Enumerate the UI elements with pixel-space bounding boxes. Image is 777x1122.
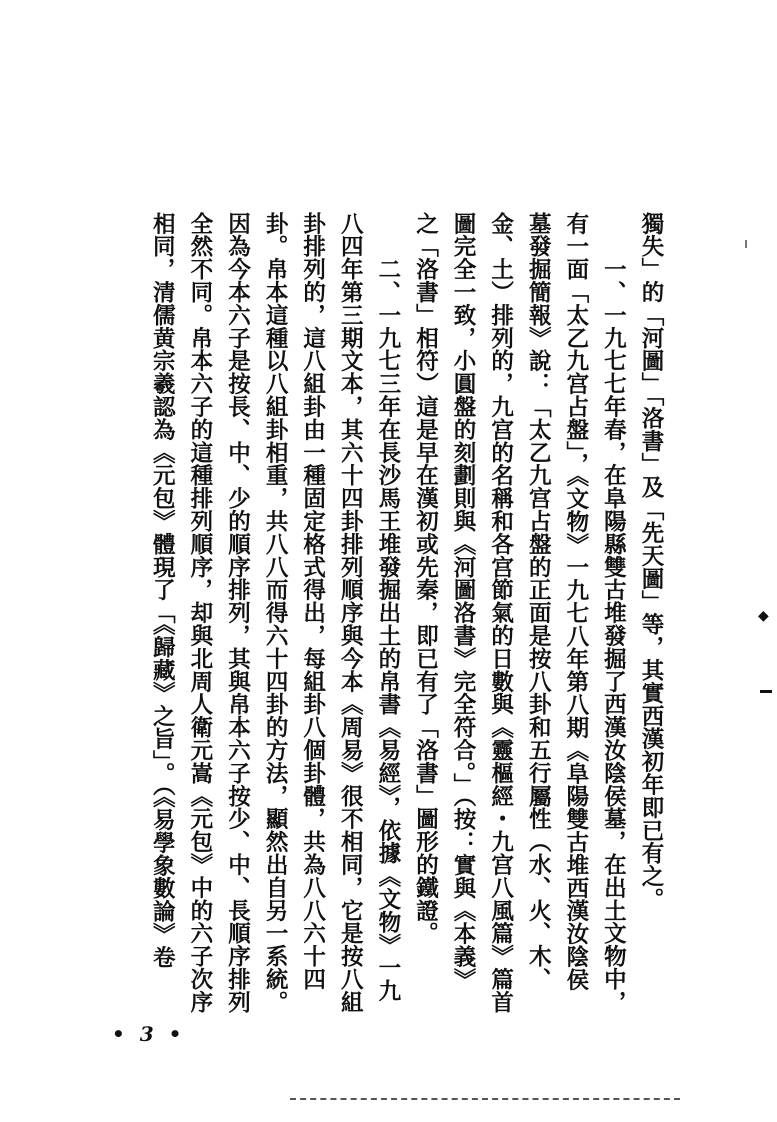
text-column-7: 之「洛書」相符）這是早在漢初或先秦，即已有了「洛書」圖形的鐵證。 [412, 212, 439, 945]
text-column-4: 墓發掘簡報》說：「太乙九宫占盤的正面是按八卦和五行屬性（水、火、木、 [525, 212, 552, 991]
text-column-13: 全然不同。帛本六子的這種排列順序，却與北周人衛元嵩《元包》中的六子次序 [186, 212, 213, 1014]
margin-mark-tick [745, 240, 747, 248]
margin-mark-diamond-icon: ◆ [758, 608, 769, 624]
text-column-12: 因為今本六子是按長、中、少的順序排列，其與帛本六子按少、中、長順序排列 [224, 212, 251, 1014]
text-column-11: 卦。帛本這種以八組卦相重，共八八而得六十四卦的方法，顯然出自另一系統。 [262, 212, 289, 1014]
margin-mark-dash [760, 690, 772, 693]
text-column-1: 獨失」的「河圖」「洛書」及「先天圖」等，其實西漢初年即已有之。 [638, 212, 664, 911]
text-column-8: 二、一九七三年在長沙馬王堆發掘出土的帛書《易經》，依據《文物》一九 [374, 212, 401, 1003]
vertical-text-block [143, 212, 669, 1012]
text-column-2: 一、一九七七年春，在阜陽縣雙古堆發掘了西漢汝陰侯墓，在出土文物中， [600, 212, 627, 1014]
text-column-10: 卦排列的，這八組卦由一種固定格式得出，每組卦八個卦體，共為八八六十四 [299, 212, 326, 991]
page-number: • 3 • [112, 1022, 186, 1046]
text-column-9: 八四年第三期文本，其六十四卦排列順序與今本《周易》很不相同，它是按八組 [337, 212, 364, 1014]
text-column-5: 金、土）排列的，九宫的名稱和各宫節氣的日數與《靈樞經・九宫八風篇》篇首 [487, 212, 514, 1014]
text-column-14: 相同，清儒黄宗羲認為《元包》體現了「《歸藏》之旨」。（《易學象數論》卷 [149, 212, 176, 969]
bottom-rule [290, 1098, 680, 1100]
text-column-6: 圖完全一致，小圓盤的刻劃則與《河圖洛書》完全符合。」（按：實與《本義》 [450, 212, 477, 991]
text-column-3: 有一面「太乙九宫占盤」，《文物》一九七八年第八期《阜陽雙古堆西漢汝陰侯 [562, 212, 589, 991]
